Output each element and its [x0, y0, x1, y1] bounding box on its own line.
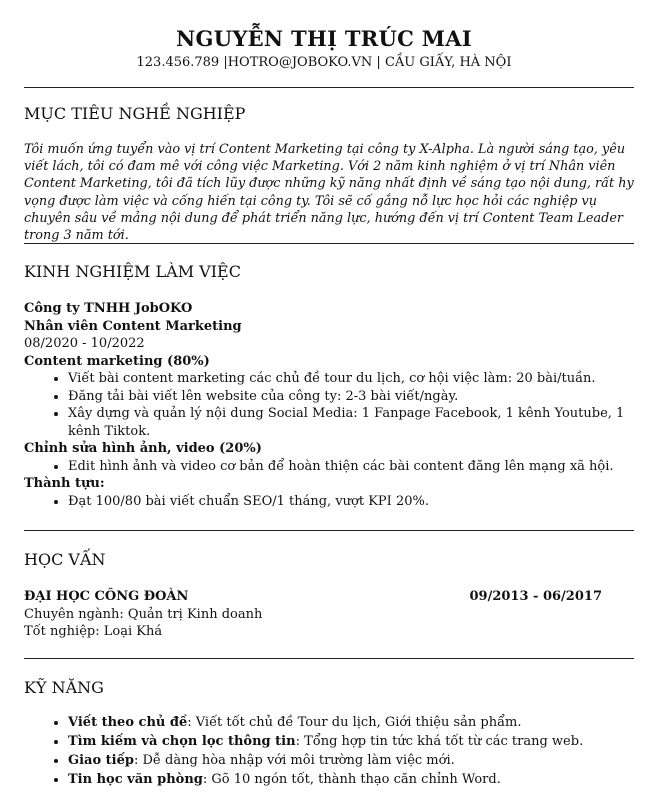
company-name: Công ty TNHH JobOKO: [24, 301, 193, 316]
divider: [24, 530, 634, 531]
skill-item: [68, 770, 634, 789]
divider: [24, 658, 634, 659]
education-section: [24, 550, 634, 641]
group-heading: Thành tựu:: [24, 476, 105, 491]
job-position: Nhân viên Content Marketing: [24, 318, 242, 334]
education-major: Chuyên ngành: Quản trị Kinh doanh: [24, 606, 263, 622]
skill-item: [68, 713, 634, 732]
skill-desc: : Tổng hợp tin tức khá tốt từ các trang web.: [295, 734, 584, 749]
objective-title: MỤC TIÊU NGHỀ NGHIỆP: [24, 104, 246, 123]
education-row: [24, 588, 602, 606]
list-item: • Đăng tải bài viết lên website của công ty: 2-3 bài viết/ngày.: [68, 388, 634, 406]
objective-section: [24, 104, 634, 244]
skill-desc: : Dễ dàng hòa nhập với môi trường làm việc mới.: [133, 753, 455, 768]
list-item: • Viết bài content marketing các chủ đề tour du lịch, cơ hội việc làm: 20 bài/tuần.: [68, 370, 634, 388]
skills-list: [24, 713, 634, 789]
skill-item: [68, 732, 634, 751]
divider: [24, 243, 634, 244]
skill-name: Tìm kiếm và chọn lọc thông tin: [68, 734, 296, 749]
skills-section: [24, 678, 634, 789]
job-period: 08/2020 - 10/2022: [24, 336, 145, 351]
education-title: HỌC VẤN: [24, 550, 106, 569]
bullet-list: [24, 458, 634, 476]
list-item: • Xây dựng và quản lý nội dung Social Media: 1 Fanpage Facebook, 1 kênh Youtube, 1 kênh Tiktok.: [68, 405, 634, 440]
experience-section: [24, 262, 634, 510]
school-name: ĐẠI HỌC CÔNG ĐOÀN: [24, 589, 189, 604]
cv-header: [0, 26, 648, 71]
skill-name: Tin học văn phòng: [68, 772, 203, 787]
candidate-name: NGUYỄN THỊ TRÚC MAI: [175, 26, 473, 51]
group-heading: Content marketing (80%): [24, 353, 210, 369]
education-graduation: Tốt nghiệp: Loại Khá: [24, 624, 163, 639]
skill-item: [68, 751, 634, 770]
skill-desc: : Viết tốt chủ đề Tour du lịch, Giới thiệu sản phẩm.: [187, 715, 522, 730]
list-item: • Đạt 100/80 bài viết chuẩn SEO/1 tháng, vượt KPI 20%.: [68, 493, 634, 511]
skill-desc: : Gõ 10 ngón tốt, thành thạo căn chỉnh Word.: [202, 772, 501, 787]
education-body: [24, 588, 634, 641]
skills-title: KỸ NĂNG: [24, 678, 104, 697]
contact-line: 123.456.789 |HOTRO@JOBOKO.VN | CẦU GIẤY, HÀ NỘI: [136, 55, 512, 70]
objective-text: Tôi muốn ứng tuyển vào vị trí Content Marketing tại công ty X-Alpha. Là người sáng tạo, yêu viết lách, tôi có đam mê với công việc Marketing. Với 2 năm kinh nghiệm ở vị trí Nhân viên Content Marketing, tôi đã tích lũy được những kỹ năng nhất định về sáng tạo nội dung, rất hy vọng được làm việc và cống hiến tại công ty. Tôi sẽ cố gắng nỗ lực học hỏi các nghiệp vụ chuyên sâu về mảng nội dung để phát triển năng lực, hướng đến vị trí Content Team Leader trong 3 năm tới.: [24, 142, 634, 244]
divider: [24, 87, 634, 88]
education-period: 09/2013 - 06/2017: [469, 589, 602, 604]
group-heading: Chỉnh sửa hình ảnh, video (20%): [24, 441, 262, 456]
skill-name: Giao tiếp: [68, 753, 134, 768]
experience-title: KINH NGHIỆM LÀM VIỆC: [24, 262, 241, 281]
list-item: • Edit hình ảnh và video cơ bản để hoàn thiện các bài content đăng lên mạng xã hội.: [68, 458, 634, 476]
experience-body: [24, 300, 634, 510]
skill-name: Viết theo chủ đề: [68, 715, 188, 730]
bullet-list: [24, 493, 634, 511]
bullet-list: [24, 370, 634, 440]
